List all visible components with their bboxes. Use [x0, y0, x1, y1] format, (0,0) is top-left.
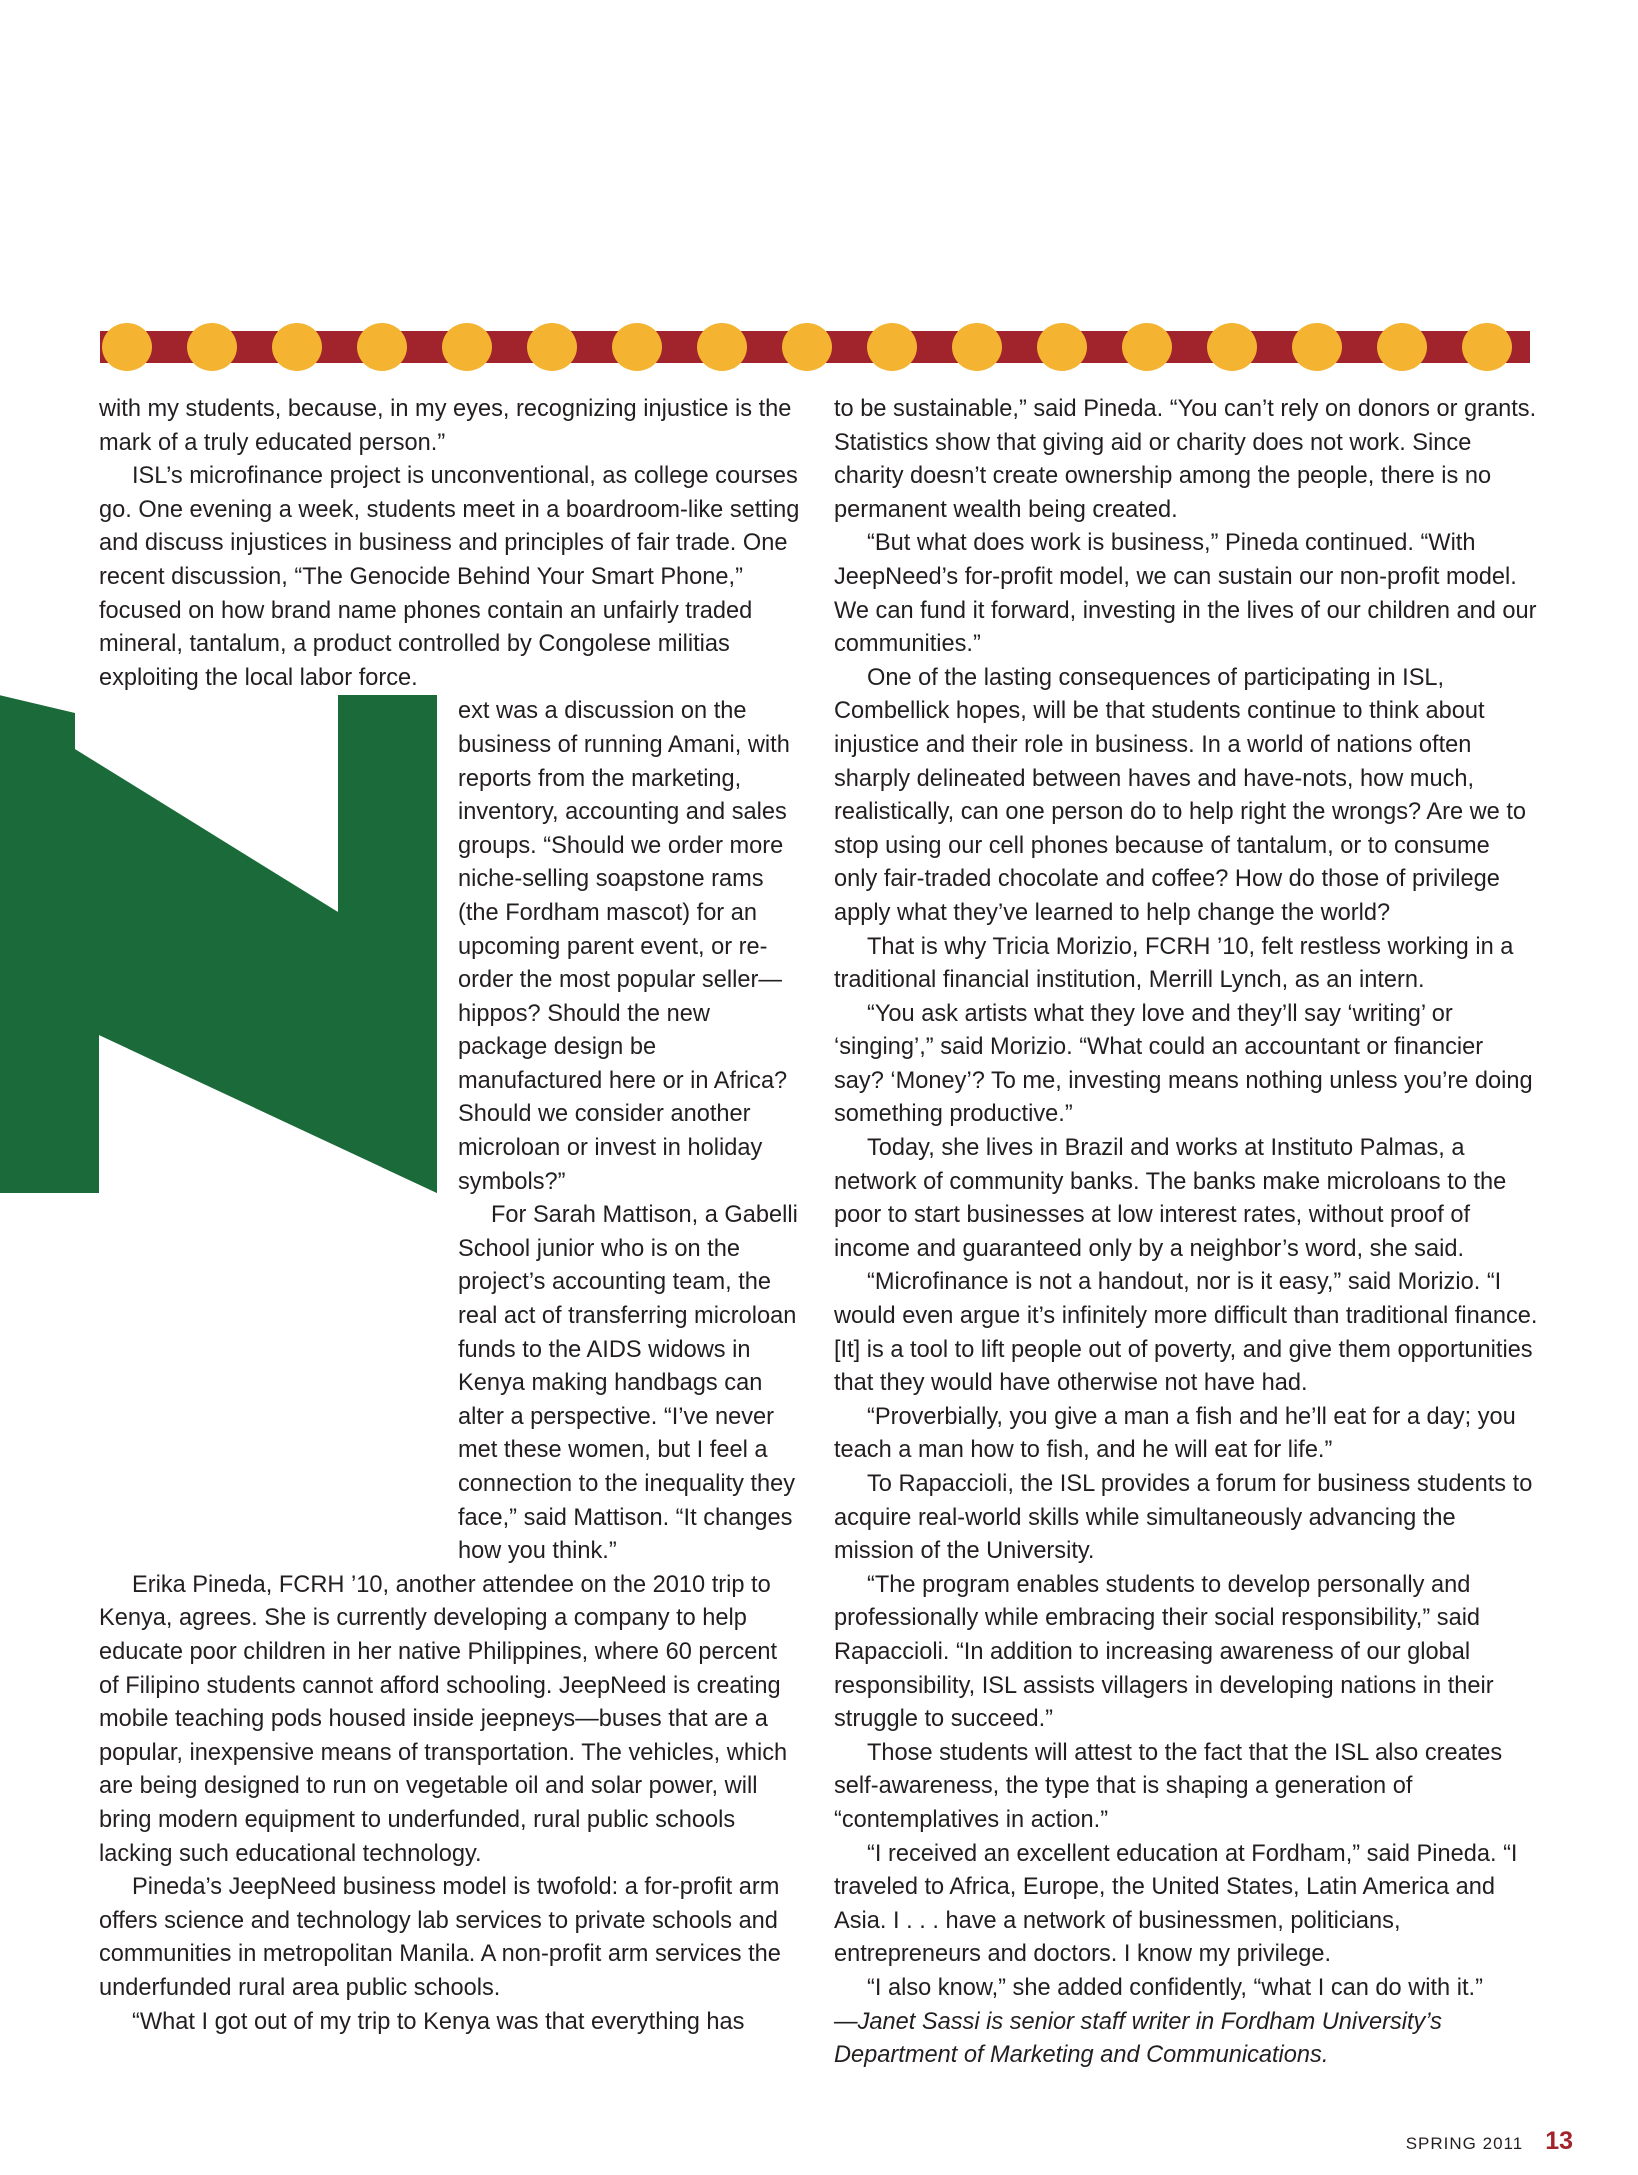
band-dot: [1292, 323, 1342, 371]
paragraph: ISL’s microfinance project is unconventional, as college courses go. One evening a week, students meet in a boardroom-like setting and discuss injustices in business and principles of fair trade. One recent discussion, “The Genocide Behind Your Smart Phone,” focused on how brand name phones contain an unfairly traded mineral, tantalum, a product controlled by Congolese militias exploiting the local labor force.: [99, 463, 800, 691]
drop-cap-n: [0, 695, 458, 1546]
paragraph: Today, she lives in Brazil and works at Instituto Palmas, a network of community banks. The banks make microloans to the poor to start businesses at low interest rates, without proof of income and guaranteed only by a neighbor’s word, she said.: [834, 1135, 1507, 1262]
band-dot: [442, 323, 492, 371]
band-dot: [867, 323, 917, 371]
issue-label: SPRING 2011: [1405, 2134, 1524, 2153]
paragraph-dropcap: ext was a discussion on the business of running Amani, with reports from the marketing, inventory, accounting and sales groups. “Should we order more niche-selling soapstone rams (the Fordham mascot) for an upcoming parent event, or re-order the most popular seller—hippos? Should the new package design be manufactured here or in Africa? Should we consider another microloan or invest in holiday symbols?”: [458, 698, 790, 1195]
paragraph: For Sarah Mattison, a Gabelli School junior who is on the project’s accounting team, the real act of transferring microloan funds to the AIDS widows in Kenya making handbags can alter a perspective. “I’ve never met these women, but I feel a connection to the inequality they face,” said Mattison. “It changes how you think.”: [458, 1202, 798, 1565]
paragraph: “But what does work is business,” Pineda continued. “With JeepNeed’s for-profit model, we can sustain our non-profit model. We can fund it forward, investing in the lives of our children and our communities.”: [834, 530, 1537, 658]
band-dot: [782, 323, 832, 371]
decorative-band: [100, 323, 1530, 371]
band-dot: [527, 323, 577, 371]
band-dot: [1377, 323, 1427, 371]
band-dot: [612, 323, 662, 371]
band-dot: [697, 323, 747, 371]
band-dot: [102, 323, 152, 371]
band-dot: [1462, 323, 1512, 371]
author-note: —Janet Sassi is senior staff writer in Fordham University’s Department of Marketing and Communications.: [834, 2008, 1442, 2069]
paragraph: “I received an excellent education at Fordham,” said Pineda. “I traveled to Africa, Europe, the United States, Latin America and Asia. I . . . have a network of businessmen, politicians, entrepreneurs and doctors. I know my privilege.: [834, 1840, 1518, 1968]
paragraph: “You ask artists what they love and they’ll say ‘writing’ or ‘singing’,” said Morizio. “What could an accountant or financier say? ‘Money’? To me, investing means nothing unless you’re doing something productive.”: [834, 1000, 1533, 1128]
page-number: 13: [1545, 2127, 1573, 2155]
paragraph: “Proverbially, you give a man a fish and he’ll eat for a day; you teach a man how to fish, and he will eat for life.”: [834, 1403, 1516, 1464]
paragraph: Pineda’s JeepNeed business model is twofold: a for-profit arm offers science and technology lab services to private schools and communities in metropolitan Manila. A non-profit arm services the underfunded rural area public schools.: [99, 1874, 781, 2001]
paragraph: To Rapaccioli, the ISL provides a forum for business students to acquire real-world skills while simultaneously advancing the mission of the University.: [834, 1471, 1533, 1565]
band-dot: [357, 323, 407, 371]
paragraph: Those students will attest to the fact that the ISL also creates self-awareness, the type that is shaping a generation of “contemplatives in action.”: [834, 1739, 1503, 1833]
paragraph: “I also know,” she added confidently, “what I can do with it.”: [867, 1974, 1483, 2001]
paragraph: to be sustainable,” said Pineda. “You can’t rely on donors or grants. Statistics show that giving aid or charity does not work. Since charity doesn’t create ownership among the people, there is no permanent wealth being created.: [834, 396, 1537, 523]
band-dot: [1207, 323, 1257, 371]
paragraph: with my students, because, in my eyes, recognizing injustice is the mark of a truly educated person.”: [99, 396, 792, 456]
band-dot: [187, 323, 237, 371]
band-dot: [1122, 323, 1172, 371]
paragraph: “Microfinance is not a handout, nor is it easy,” said Morizio. “I would even argue it’s infinitely more difficult than traditional finance. [It] is a tool to lift people out of poverty, and give them opportunities that they would have otherwise not have had.: [834, 1269, 1538, 1397]
paragraph: “The program enables students to develop personally and professionally while embracing their social responsibility,” said Rapaccioli. “In addition to increasing awareness of our global responsibility, ISL assists villagers in developing nations in their struggle to succeed.”: [834, 1571, 1494, 1733]
paragraph: That is why Tricia Morizio, FCRH ’10, felt restless working in a traditional financial institution, Merrill Lynch, as an intern.: [834, 933, 1514, 994]
paragraph: One of the lasting consequences of participating in ISL, Combellick hopes, will be that students continue to think about injustice and their role in business. In a world of nations often sharply delineated between haves and have-nots, how much, realistically, can one person do to help right the wrongs? Are we to stop using our cell phones because of tantalum, or to consume only fair-traded chocolate and coffee? How do those of privilege apply what they’ve learned to help change the world?: [834, 664, 1527, 926]
page-footer: [1406, 2127, 1573, 2156]
article-column-left: [99, 393, 801, 2039]
paragraph: “What I got out of my trip to Kenya was that everything has: [132, 2008, 745, 2035]
band-dot: [952, 323, 1002, 371]
band-dot: [1037, 323, 1087, 371]
paragraph: Erika Pineda, FCRH ’10, another attendee on the 2010 trip to Kenya, agrees. She is currently developing a company to help educate poor children in her native Philippines, where 60 percent of Filipino students cannot afford schooling. JeepNeed is creating mobile teaching pods housed inside jeepneys—buses that are a popular, inexpensive means of transportation. The vehicles, which are being designed to run on vegetable oil and solar power, will bring modern equipment to underfunded, rural public schools lacking such educational technology.: [99, 1571, 788, 1867]
band-dot: [272, 323, 322, 371]
article-column-right: [834, 393, 1538, 2073]
